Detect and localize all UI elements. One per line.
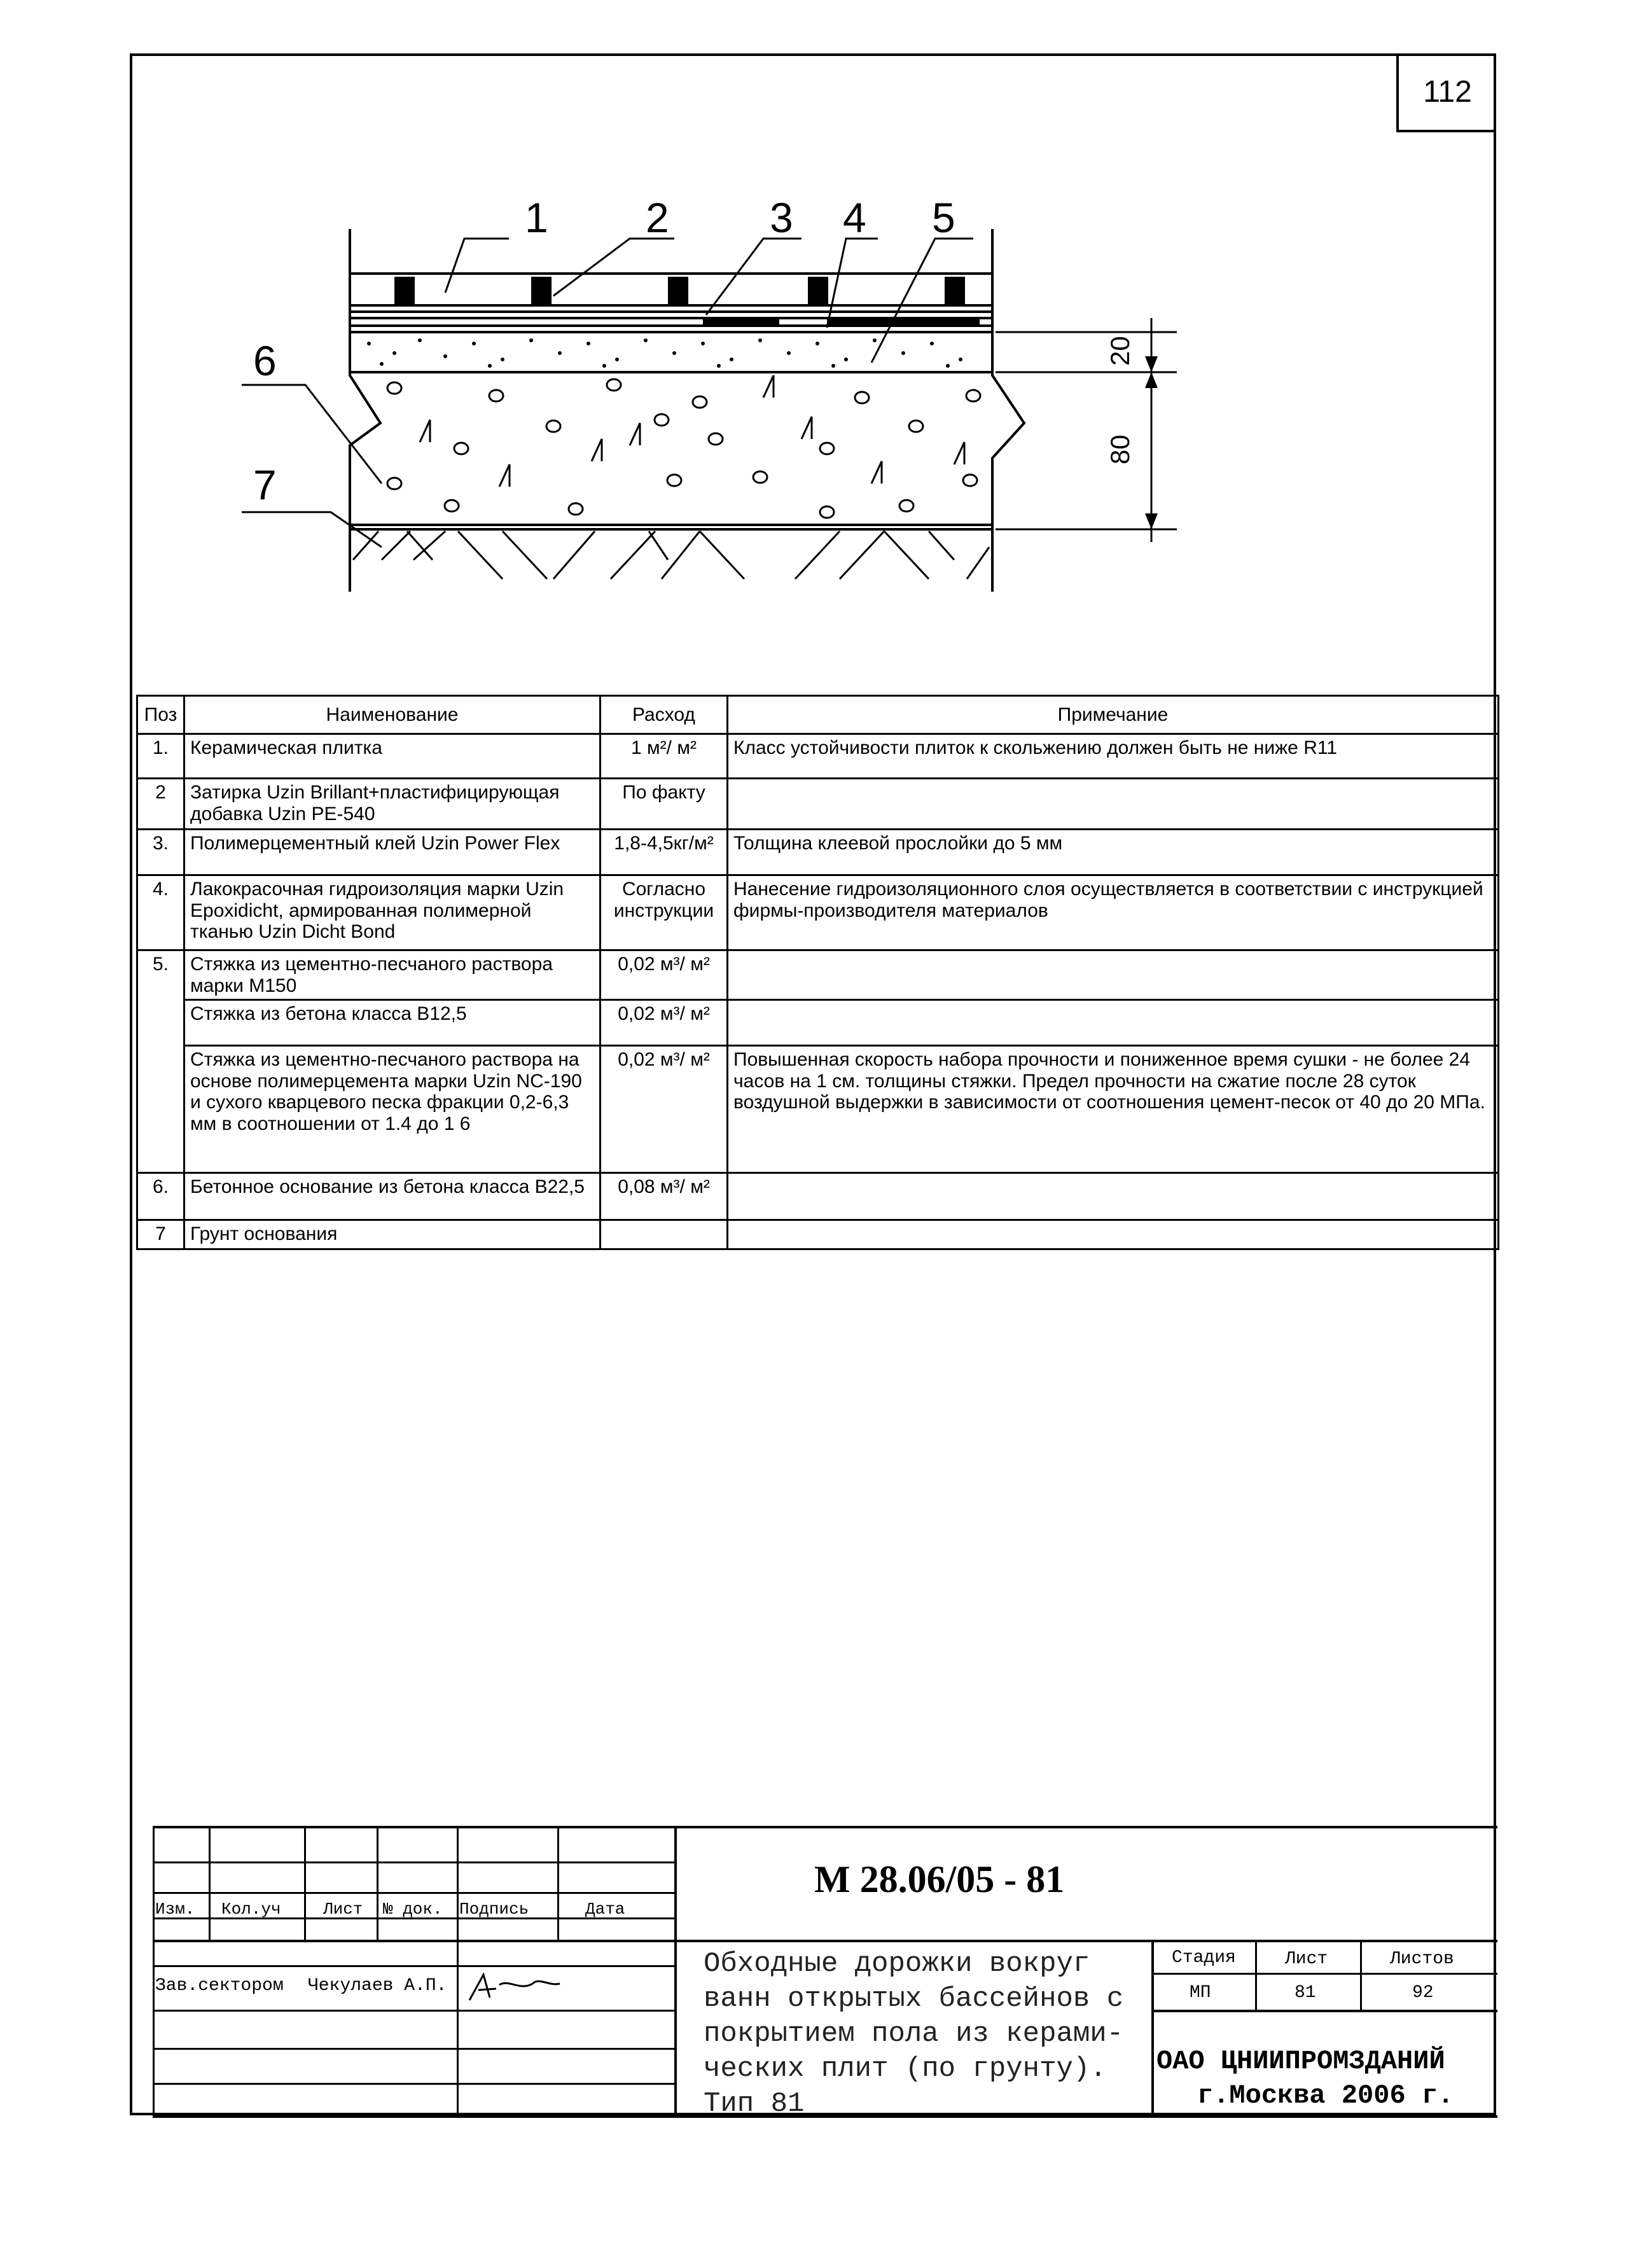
col-header-list: Лист <box>323 1900 363 1919</box>
cell-pos: 1. <box>137 734 184 779</box>
page-number: 112 <box>1396 53 1496 132</box>
cell-qty: 0,02 м³/ м² <box>600 1000 728 1046</box>
table-row <box>137 875 1499 950</box>
cell-name: Полимерцементный клей Uzin Power Flex <box>184 830 600 875</box>
sheets-value: 92 <box>1412 1983 1434 2003</box>
callout-2: 2 <box>646 194 669 241</box>
specification-table <box>136 695 1499 1250</box>
dimension-20: 20 <box>1105 336 1135 366</box>
cell-qty: Согласно инструкции <box>600 875 728 950</box>
cell-pos: 7 <box>137 1220 184 1249</box>
table-row <box>137 1000 1499 1046</box>
signature-mark <box>464 1967 566 2009</box>
document-code: М 28.06/05 - 81 <box>814 1858 1065 1900</box>
col-header-signature: Подпись <box>459 1900 529 1919</box>
role-label: Зав.сектором <box>155 1976 284 1996</box>
col-header-izm: Изм. <box>155 1900 195 1919</box>
table-row <box>137 1173 1499 1220</box>
cell-pos: 3. <box>137 830 184 875</box>
table-row <box>137 779 1499 830</box>
sheet-label: Лист <box>1285 1949 1328 1969</box>
header-pos: Поз <box>137 696 184 734</box>
table-row <box>137 830 1499 875</box>
cell-name: Керамическая плитка <box>184 734 600 779</box>
cell-note <box>728 1220 1499 1249</box>
cell-qty: 0,02 м³/ м² <box>600 950 728 1000</box>
callout-3: 3 <box>770 194 793 241</box>
cell-name: Затирка Uzin Brillant+пластифицирующая добавка Uzin PE-540 <box>184 779 600 830</box>
cell-note <box>728 1000 1499 1046</box>
callout-5: 5 <box>932 194 955 241</box>
organization-name: ОАО ЦНИИПРОМЗДАНИЙ <box>1156 2046 1445 2077</box>
cell-qty: 1,8-4,5кг/м² <box>600 830 728 875</box>
table-row <box>137 1046 1499 1173</box>
sheets-label: Листов <box>1390 1949 1454 1969</box>
cell-note: Повышенная скорость набора прочности и пониженное время сушки - не более 24 часов на 1 см. толщины стяжки. Предел прочности на сжатие после 28 суток воздушной выдержки в зависимости от соотношения цемент-песок от 40 до 20 МПа. <box>728 1046 1499 1173</box>
callout-1: 1 <box>525 194 548 241</box>
cell-name: Стяжка из цементно-песчаного раствора на основе полимерцемента марки Uzin NC-190 и сухого кварцевого песка фракции 0,2-6,3 мм в соотношении от 1.4 до 1 6 <box>184 1046 600 1173</box>
cell-note: Класс устойчивости плиток к скольжению должен быть не ниже R11 <box>728 734 1499 779</box>
col-header-kol-uch: Кол.уч <box>221 1900 281 1919</box>
cell-qty: 0,08 м³/ м² <box>600 1173 728 1220</box>
cell-qty: По факту <box>600 779 728 830</box>
person-name: Чекулаев А.П. <box>308 1976 447 1996</box>
header-note: Примечание <box>728 696 1499 734</box>
callout-7: 7 <box>253 461 277 508</box>
stage-value: МП <box>1190 1983 1211 2003</box>
cell-name: Бетонное основание из бетона класса В22,5 <box>184 1173 600 1220</box>
cell-qty: 0,02 м³/ м² <box>600 1046 728 1173</box>
cell-note: Толщина клеевой прослойки до 5 мм <box>728 830 1499 875</box>
floor-section-drawing <box>0 0 1652 636</box>
cell-note <box>728 1173 1499 1220</box>
dimension-80: 80 <box>1105 435 1135 464</box>
title-block <box>153 1826 1497 2120</box>
cell-note: Нанесение гидроизоляционного слоя осуществляется в соответствии с инструкцией фирмы-производителя материалов <box>728 875 1499 950</box>
sheet-value: 81 <box>1295 1983 1316 2003</box>
col-header-date: Дата <box>585 1900 625 1919</box>
cell-qty: 1 м²/ м² <box>600 734 728 779</box>
cell-name: Лакокрасочная гидроизоляция марки Uzin Epoxidicht, армированная полимерной тканью Uzin Dicht Bond <box>184 875 600 950</box>
cell-name: Стяжка из цементно-песчаного раствора марки М150 <box>184 950 600 1000</box>
table-row <box>137 734 1499 779</box>
col-header-doc: № док. <box>383 1900 443 1919</box>
cell-name: Грунт основания <box>184 1220 600 1249</box>
organization-city-year: г.Москва 2006 г. <box>1197 2080 1454 2111</box>
cell-qty <box>600 1220 728 1249</box>
header-qty: Расход <box>600 696 728 734</box>
drawing-title: Обходные дорожки вокруг ванн открытых бассейнов с покрытием пола из керами- ческих плит (по грунту). Тип 81 <box>704 1948 1124 2120</box>
table-row <box>137 950 1499 1000</box>
cell-note <box>728 779 1499 830</box>
callout-4: 4 <box>843 194 866 241</box>
cell-pos: 6. <box>137 1173 184 1220</box>
stage-label: Стадия <box>1172 1948 1236 1968</box>
cell-pos: 2 <box>137 779 184 830</box>
callout-6: 6 <box>253 337 277 384</box>
cell-note <box>728 950 1499 1000</box>
cell-pos: 5. <box>137 950 184 1173</box>
cell-pos: 4. <box>137 875 184 950</box>
cell-name: Стяжка из бетона класса В12,5 <box>184 1000 600 1046</box>
table-row <box>137 1220 1499 1249</box>
header-name: Наименование <box>184 696 600 734</box>
table-header-row <box>137 696 1499 734</box>
